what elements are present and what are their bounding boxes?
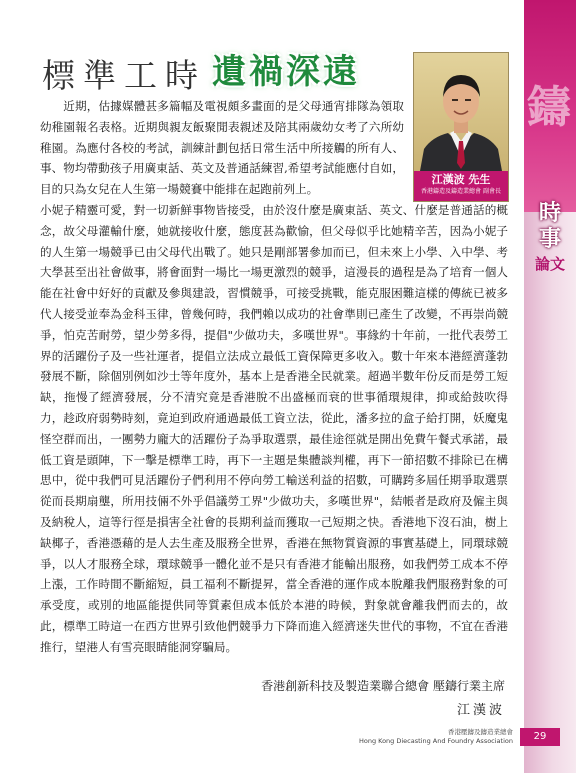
person-illustration [414, 53, 508, 171]
author-name: 江漢波 先生 [431, 173, 491, 186]
footer-publisher-en: Hong Kong Diecasting And Foundry Association [358, 737, 513, 745]
author-caption [414, 171, 508, 201]
author-portrait [413, 52, 509, 202]
article-title-highlight: 遺禍深遠 [212, 52, 360, 92]
footer-publisher-zh: 香港壓鑄及鑄造業總會 [448, 728, 513, 736]
article-title-plain: 標準工時 [42, 56, 206, 95]
signature-name: 江漢波 [456, 703, 505, 718]
article-paragraph-2: 小妮子精靈可愛，對一切新鮮事物皆接受，由於沒什麼是廣東話、英文、什麼是普通話的概念，故父母灌輸什麼，她就接收什麼，態度甚為歡愉，但父母似乎比她精辛苦，因為小妮子的人生第一場競爭已由父母代出戰了。她只是剛部署參加而已，但未來上小學、入中學、考大學甚至出社會做事，將會面對一場比一場更激烈的競爭，這漫長的過程是為了培育一個人能在社會中好好的貢獻及參與建設，習慣競爭，可接受挑戰，能克服困難這樣的傳統已被多代人接受並奉為金科玉律，曾幾何時，我們賴以成功的社會準則已產生了改變，不再崇尚競爭，怕克苦耐勞，望少勞多得，提倡"少做功夫，多嘆世界"。事緣約十年前，一批代表勞工界的活躍份子及一些社運者，提倡立法成立最低工資保障更多收入。數十年來本港經濟蓬勃發展不斷，除個別例如沙士等年度外，基本上是香港全民就業。超過半數年份反而是勞工短缺，拖慢了經濟發展，分不清究竟是香港脫不出盛極而衰的世事循環規律，抑或給鼓吹得力，趁政府弱勢時刻，竟迫到政府通過最低工資立法，從此，潘多拉的盒子給打開，妖魔鬼怪空群而出，一團勢力龐大的活躍份子為爭取選票，最佳途徑就是開出免費午餐式承諾，最低工資是頭陣，下一擊是標準工時，再下一主題是集體談判權，再下一節招數不排除已在構思中，從中我們可見活躍份子們利用不停向勞工輸送利益的招數，可購跨多屆任期爭取選票從而長期扇壟，所用技倆不外乎倡議勞工界"少做功夫，多嘆世界"，結帳者是政府及僱主與及納稅人，這等行徑是損害全社會的長期利益而獲取一己短期之快。香港地下沒石油，樹上缺椰子，香港憑藉的是人去生產及服務全世界，香港在無物質資源的事實基礎上，同環球競爭，以人才服務全球，環球競爭一體化並不是只有香港才能輸出服務，如我們勞工成本不停上漲，工作時間不斷縮短，員工福利不斷提昇，當全香港的運作成本脫離我們服務對象的可承受度，或別的地區能提供同等質素但成本低於本港的時候，對象就會離我們而去的，故此，標準工時這一在西方世界引致他們競爭力下降而進入經濟迷失世代的事物，不宜在香港推行，望港人有雪亮眼睛能洞穿騙局。 [40, 203, 508, 654]
column-title-main: 時事 [538, 200, 561, 252]
author-photo [414, 53, 508, 171]
column-title-sub: 論文 [534, 255, 565, 273]
signature-organisation: 香港創新科技及製造業聯合總會 壓鑄行業主席 [261, 679, 505, 693]
right-sidebar [524, 0, 576, 773]
column-title [530, 200, 570, 274]
page-number: 29 [520, 728, 560, 746]
author-role: 香港鑄造及鑄造業總會 副會長 [421, 188, 501, 195]
sidebar-watermark-glyph: 鑄 [527, 82, 571, 133]
article-paragraph-1: 近期，估據媒體甚多篇幅及電視頗多畫面的是父母通宵排隊為領取幼稚園報名表格。近期與親友飯聚閒表親述及陪其兩歲幼女考了六所幼稚園。為應付各校的考試，訓練計劃包括日常生活中所接觸的所有人、事、物均帶動孩子用廣東話、英文及普通話練習,希望考試能應付自如，目的只為女兒在人生第一場競賽中能排在起跑前列上。 [40, 99, 404, 197]
